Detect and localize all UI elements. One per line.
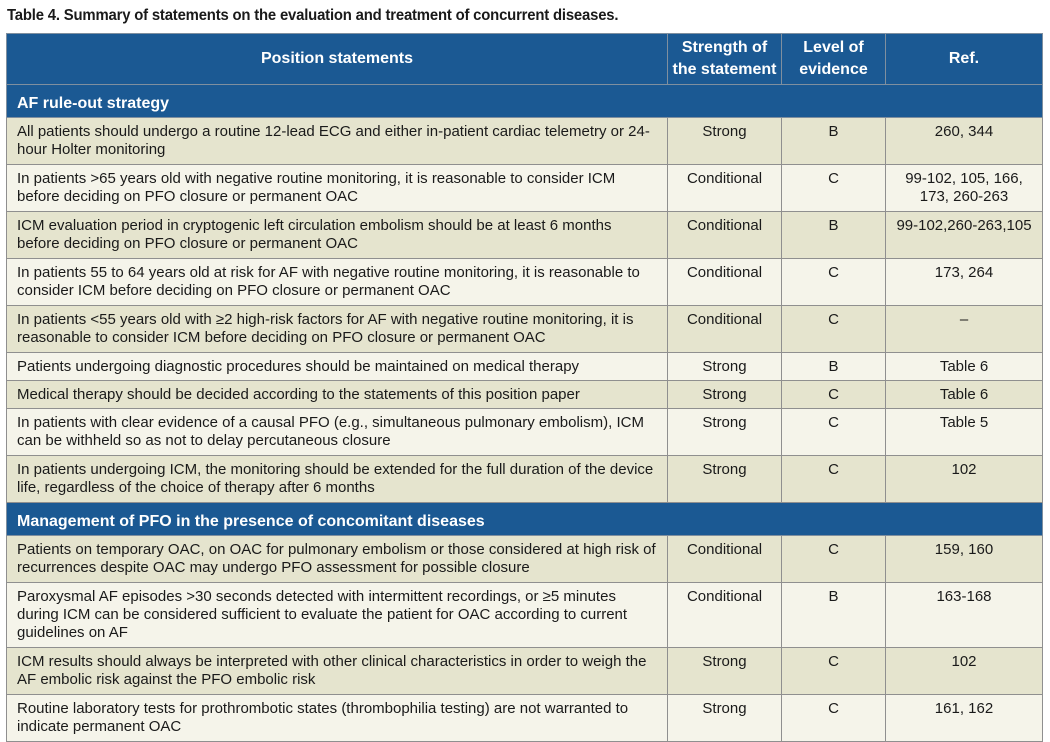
statement-cell: In patients 55 to 64 years old at risk for AF with negative routine monitoring, it is reasonable to consider ICM before deciding on PFO closure or permanent OAC [7,259,668,306]
header-position-statements: Position statements [7,34,668,85]
level-cell: C [782,409,886,456]
ref-cell: 163-168 [886,583,1043,648]
statement-cell: Patients on temporary OAC, on OAC for pulmonary embolism or those considered at high risk of recurrences despite OAC may undergo PFO assessment for possible closure [7,536,668,583]
ref-cell: Table 5 [886,409,1043,456]
ref-cell: 159, 160 [886,536,1043,583]
table-row [7,118,1043,165]
strength-cell: Conditional [668,212,782,259]
ref-cell: 161, 162 [886,695,1043,742]
header-level-of-evidence: Level of evidence [782,34,886,85]
table-row [7,583,1043,648]
ref-cell: 173, 264 [886,259,1043,306]
statement-cell: In patients with clear evidence of a causal PFO (e.g., simultaneous pulmonary embolism), ICM can be withheld so as not to delay percutaneous closure [7,409,668,456]
header-strength: Strength of the statement [668,34,782,85]
level-cell: B [782,118,886,165]
strength-cell: Conditional [668,165,782,212]
strength-cell: Strong [668,381,782,409]
header-row [7,34,1043,85]
statement-cell: Medical therapy should be decided according to the statements of this position paper [7,381,668,409]
strength-cell: Conditional [668,306,782,353]
ref-cell: 260, 344 [886,118,1043,165]
section-title: AF rule-out strategy [7,85,1043,118]
table-row [7,648,1043,695]
level-cell: C [782,695,886,742]
strength-cell: Strong [668,648,782,695]
ref-cell: 102 [886,648,1043,695]
level-cell: B [782,212,886,259]
ref-cell: 99-102,260-263,105 [886,212,1043,259]
table-row [7,259,1043,306]
table-row [7,306,1043,353]
table-row [7,456,1043,503]
section-row [7,85,1043,118]
level-cell: C [782,456,886,503]
statement-cell: ICM results should always be interpreted with other clinical characteristics in order to weigh the AF embolic risk against the PFO embolic risk [7,648,668,695]
level-cell: B [782,353,886,381]
strength-cell: Conditional [668,259,782,306]
level-cell: C [782,259,886,306]
statement-cell: In patients >65 years old with negative routine monitoring, it is reasonable to consider ICM before deciding on PFO closure or permanent OAC [7,165,668,212]
level-cell: C [782,536,886,583]
table-row [7,165,1043,212]
table-row [7,381,1043,409]
strength-cell: Conditional [668,583,782,648]
statement-cell: ICM evaluation period in cryptogenic left circulation embolism should be at least 6 months before deciding on PFO closure or permanent OAC [7,212,668,259]
table-row [7,353,1043,381]
ref-cell: – [886,306,1043,353]
ref-cell: Table 6 [886,353,1043,381]
statement-cell: Routine laboratory tests for prothrombotic states (thrombophilia testing) are not warranted to indicate permanent OAC [7,695,668,742]
table-row [7,536,1043,583]
statement-cell: All patients should undergo a routine 12-lead ECG and either in-patient cardiac telemetry or 24-hour Holter monitoring [7,118,668,165]
section-title: Management of PFO in the presence of concomitant diseases [7,503,1043,536]
strength-cell: Conditional [668,536,782,583]
strength-cell: Strong [668,409,782,456]
level-cell: B [782,583,886,648]
level-cell: C [782,165,886,212]
statements-table [6,33,1043,742]
strength-cell: Strong [668,353,782,381]
table-row [7,212,1043,259]
table-row [7,695,1043,742]
level-cell: C [782,306,886,353]
strength-cell: Strong [668,695,782,742]
ref-cell: 99-102, 105, 166, 173, 260-263 [886,165,1043,212]
statement-cell: Paroxysmal AF episodes >30 seconds detected with intermittent recordings, or ≥5 minutes during ICM can be considered sufficient to evaluate the patient for OAC according to current guidelines on AF [7,583,668,648]
ref-cell: Table 6 [886,381,1043,409]
table-caption: Table 4. Summary of statements on the evaluation and treatment of concurrent diseases. [7,7,619,24]
statement-cell: Patients undergoing diagnostic procedures should be maintained on medical therapy [7,353,668,381]
section-row [7,503,1043,536]
table-row [7,409,1043,456]
strength-cell: Strong [668,118,782,165]
statement-cell: In patients undergoing ICM, the monitoring should be extended for the full duration of the device life, regardless of the choice of therapy after 6 months [7,456,668,503]
level-cell: C [782,381,886,409]
strength-cell: Strong [668,456,782,503]
header-ref: Ref. [886,34,1043,85]
level-cell: C [782,648,886,695]
ref-cell: 102 [886,456,1043,503]
statement-cell: In patients <55 years old with ≥2 high-risk factors for AF with negative routine monitoring, it is reasonable to consider ICM before deciding on PFO closure or permanent OAC [7,306,668,353]
